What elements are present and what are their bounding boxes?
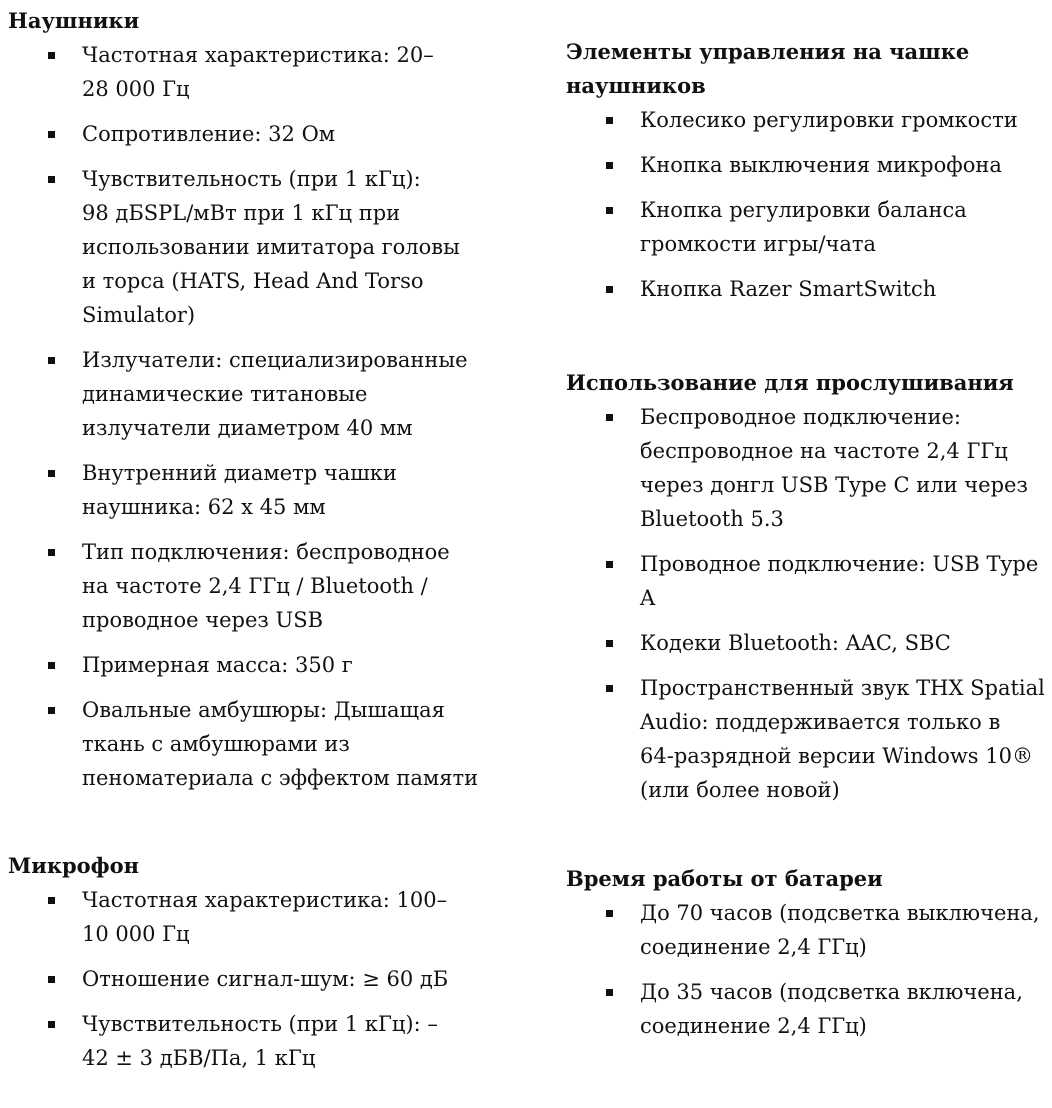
battery-section <box>566 862 1052 1043</box>
bullet-icon <box>48 176 55 183</box>
microphone-heading: Микрофон <box>8 853 139 878</box>
list-item <box>8 343 498 445</box>
list-item <box>566 400 1052 536</box>
list-item-text: Сопротивление: 32 Ом <box>82 122 336 146</box>
list-item-text: Тип подключения: беспроводное на частоте 2,4 ГГц / Bluetooth / проводное через USB <box>82 540 450 632</box>
bullet-icon <box>48 470 55 477</box>
list-item <box>8 38 498 106</box>
list-item <box>8 962 498 996</box>
bullet-icon <box>48 549 55 556</box>
list-item <box>566 671 1052 807</box>
bullet-icon <box>606 685 613 692</box>
bullet-icon <box>606 910 613 917</box>
list-item <box>8 648 498 682</box>
list-item-text: Примерная масса: 350 г <box>82 653 353 677</box>
bullet-icon <box>606 286 613 293</box>
bullet-icon <box>48 357 55 364</box>
list-item <box>566 272 1052 306</box>
headphones-section <box>8 4 498 795</box>
controls-heading: Элементы управления на чашке наушников <box>566 39 970 98</box>
bullet-icon <box>606 989 613 996</box>
list-item-text: До 70 часов (подсветка выключена, соединение 2,4 ГГц) <box>640 901 1040 959</box>
list-item <box>8 1007 498 1075</box>
bullet-icon <box>606 117 613 124</box>
list-item-text: Чувствительность (при 1 кГц): – 42 ± 3 дБВ/Па, 1 кГц <box>82 1012 438 1070</box>
bullet-icon <box>606 207 613 214</box>
list-item-text: Кнопка Razer SmartSwitch <box>640 277 937 301</box>
list-item <box>566 148 1052 182</box>
list-item-text: Кнопка регулировки баланса громкости игры/чата <box>640 198 967 256</box>
bullet-icon <box>48 897 55 904</box>
microphone-section <box>8 849 498 1075</box>
list-item <box>566 193 1052 261</box>
list-item-text: Кодеки Bluetooth: AAC, SBC <box>640 631 951 655</box>
list-item-text: Проводное подключение: USB Type A <box>640 552 1039 610</box>
list-item <box>8 693 498 795</box>
list-item-text: Беспроводное подключение: беспроводное на частоте 2,4 ГГц через донгл USB Type C или через Bluetooth 5.3 <box>640 405 1028 531</box>
battery-list <box>566 896 1052 1043</box>
bullet-icon <box>48 1021 55 1028</box>
list-item-text: Колесико регулировки громкости <box>640 108 1018 132</box>
list-item-text: Частотная характеристика: 100– 10 000 Гц <box>82 888 448 946</box>
bullet-icon <box>48 707 55 714</box>
bullet-icon <box>606 640 613 647</box>
bullet-icon <box>606 414 613 421</box>
bullet-icon <box>606 162 613 169</box>
list-item-text: Внутренний диаметр чашки наушника: 62 x 45 мм <box>82 461 397 519</box>
list-item <box>8 456 498 524</box>
listening-heading: Использование для прослушивания <box>566 370 1014 395</box>
bullet-icon <box>48 52 55 59</box>
microphone-list <box>8 883 498 1075</box>
listening-section <box>566 366 1052 807</box>
list-item <box>566 896 1052 964</box>
battery-heading: Время работы от батареи <box>566 866 883 891</box>
list-item-text: Излучатели: специализированные динамические титановые излучатели диаметром 40 мм <box>82 348 468 440</box>
list-item <box>8 883 498 951</box>
list-item <box>566 975 1052 1043</box>
list-item-text: До 35 часов (подсветка включена, соединение 2,4 ГГц) <box>640 980 1023 1038</box>
bullet-icon <box>606 561 613 568</box>
list-item <box>566 547 1052 615</box>
list-item <box>566 626 1052 660</box>
list-item <box>8 117 498 151</box>
headphones-heading: Наушники <box>8 8 140 33</box>
list-item-text: Кнопка выключения микрофона <box>640 153 1002 177</box>
headphones-list <box>8 38 498 795</box>
list-item <box>566 103 1052 137</box>
list-item-text: Чувствительность (при 1 кГц): 98 дБSPL/мВт при 1 кГц при использовании имитатора головы и торса (HATS, Head And Torso Simulator) <box>82 167 460 327</box>
bullet-icon <box>48 131 55 138</box>
controls-section <box>566 35 1052 306</box>
list-item-text: Овальные амбушюры: Дышащая ткань с амбушюрами из пеноматериала с эффектом памяти <box>82 698 479 790</box>
list-item-text: Отношение сигнал-шум: ≥ 60 дБ <box>82 967 449 991</box>
list-item <box>8 535 498 637</box>
listening-list <box>566 400 1052 807</box>
controls-list <box>566 103 1052 306</box>
bullet-icon <box>48 976 55 983</box>
list-item <box>8 162 498 332</box>
list-item-text: Пространственный звук THX Spatial Audio: поддерживается только в 64-разрядной версии Windows 10® (или более новой) <box>640 676 1045 802</box>
list-item-text: Частотная характеристика: 20– 28 000 Гц <box>82 43 434 101</box>
bullet-icon <box>48 662 55 669</box>
